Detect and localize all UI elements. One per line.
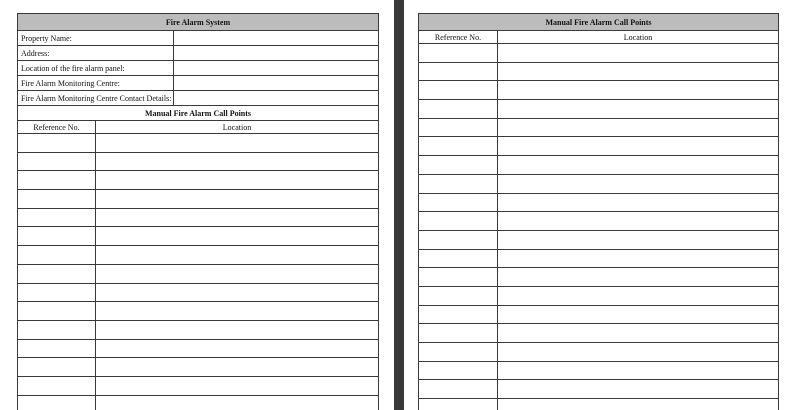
field-label: Fire Alarm Monitoring Centre: [18,76,174,91]
table-row [419,137,779,156]
location-cell[interactable] [498,268,779,287]
table-row [18,264,379,283]
table-row [18,302,379,321]
table-row [419,399,779,410]
reference-no-cell[interactable] [18,358,96,377]
location-cell[interactable] [498,81,779,100]
location-header: Location [498,31,779,44]
table-row [18,395,379,410]
location-cell[interactable] [498,193,779,212]
document-page-left [0,0,394,410]
location-cell[interactable] [498,137,779,156]
table-row [419,230,779,249]
reference-no-cell[interactable] [419,156,498,175]
reference-no-cell[interactable] [419,305,498,324]
reference-no-cell[interactable] [18,395,96,410]
table-row [419,249,779,268]
location-cell[interactable] [498,118,779,137]
location-cell[interactable] [498,380,779,399]
table-row [419,343,779,362]
location-cell[interactable] [498,44,779,63]
table-row [18,358,379,377]
reference-no-cell[interactable] [419,100,498,119]
reference-no-cell[interactable] [419,230,498,249]
monitoring-centre-value[interactable] [174,76,379,91]
field-row-monitoring-centre [18,76,379,91]
location-cell[interactable] [498,324,779,343]
location-cell[interactable] [498,174,779,193]
reference-no-cell[interactable] [419,249,498,268]
reference-no-header: Reference No. [419,31,498,44]
location-cell[interactable] [498,62,779,81]
table-row [419,156,779,175]
table-row [419,81,779,100]
reference-no-cell[interactable] [18,376,96,395]
table-row [18,190,379,209]
reference-no-cell[interactable] [419,343,498,362]
location-cell[interactable] [498,100,779,119]
location-cell[interactable] [498,212,779,231]
field-row-monitoring-contact [18,91,379,106]
address-value[interactable] [174,46,379,61]
field-row-property-name [18,31,379,46]
table-row [419,380,779,399]
reference-no-cell[interactable] [18,264,96,283]
table-row [419,268,779,287]
reference-no-cell[interactable] [18,134,96,153]
field-label: Fire Alarm Monitoring Centre Contact Details: [18,91,174,106]
location-cell[interactable] [498,156,779,175]
call-points-table [418,13,779,410]
reference-no-cell[interactable] [419,380,498,399]
table-row [419,361,779,380]
reference-no-cell[interactable] [419,44,498,63]
page-divider [394,0,404,410]
reference-no-cell[interactable] [419,174,498,193]
fire-alarm-form-table [17,13,379,410]
location-cell[interactable] [498,286,779,305]
table-row [419,305,779,324]
reference-no-cell[interactable] [18,339,96,358]
reference-no-cell[interactable] [18,152,96,171]
call-points-title: Manual Fire Alarm Call Points [18,106,379,121]
location-cell[interactable] [96,339,379,358]
reference-no-cell[interactable] [419,268,498,287]
reference-no-header: Reference No. [18,121,96,134]
table-row [18,227,379,246]
table-row [419,100,779,119]
table-row [18,171,379,190]
table-row [18,283,379,302]
location-cell[interactable] [96,358,379,377]
table-row [419,62,779,81]
location-cell[interactable] [96,302,379,321]
location-cell[interactable] [96,171,379,190]
field-row-panel-location [18,61,379,76]
table-row [419,44,779,63]
location-cell[interactable] [96,246,379,265]
call-points-header: Manual Fire Alarm Call Points [419,14,779,31]
reference-no-cell[interactable] [18,190,96,209]
table-row [18,376,379,395]
panel-location-value[interactable] [174,61,379,76]
monitoring-contact-value[interactable] [174,91,379,106]
table-row [419,286,779,305]
reference-no-cell[interactable] [18,171,96,190]
field-label: Location of the fire alarm panel: [18,61,174,76]
table-row [419,174,779,193]
reference-no-cell[interactable] [419,286,498,305]
location-cell[interactable] [96,376,379,395]
location-cell[interactable] [96,395,379,410]
location-cell[interactable] [96,227,379,246]
reference-no-cell[interactable] [419,193,498,212]
location-cell[interactable] [96,134,379,153]
table-row [419,212,779,231]
location-cell[interactable] [96,208,379,227]
reference-no-cell[interactable] [419,324,498,343]
table-row [18,208,379,227]
location-header: Location [96,121,379,134]
location-cell[interactable] [498,305,779,324]
location-cell[interactable] [498,361,779,380]
field-label: Address: [18,46,174,61]
table-row [18,339,379,358]
reference-no-cell[interactable] [18,246,96,265]
location-cell[interactable] [498,399,779,410]
location-cell[interactable] [96,190,379,209]
location-cell[interactable] [96,152,379,171]
reference-no-cell[interactable] [18,320,96,339]
location-cell[interactable] [498,230,779,249]
fire-alarm-system-header: Fire Alarm System [18,14,379,31]
location-cell[interactable] [498,249,779,268]
location-cell[interactable] [96,264,379,283]
location-cell[interactable] [96,283,379,302]
reference-no-cell[interactable] [18,208,96,227]
reference-no-cell[interactable] [18,283,96,302]
reference-no-cell[interactable] [419,118,498,137]
field-label: Property Name: [18,31,174,46]
table-row [419,324,779,343]
table-row [18,246,379,265]
column-header-row [419,31,779,44]
field-row-address [18,46,379,61]
reference-no-cell[interactable] [18,302,96,321]
property-name-value[interactable] [174,31,379,46]
table-row [18,134,379,153]
table-row [18,152,379,171]
reference-no-cell[interactable] [419,81,498,100]
reference-no-cell[interactable] [18,227,96,246]
location-cell[interactable] [498,343,779,362]
reference-no-cell[interactable] [419,137,498,156]
table-row [419,118,779,137]
document-page-right [404,0,794,410]
table-row [419,193,779,212]
reference-no-cell[interactable] [419,212,498,231]
reference-no-cell[interactable] [419,361,498,380]
reference-no-cell[interactable] [419,399,498,410]
column-header-row [18,121,379,134]
reference-no-cell[interactable] [419,62,498,81]
table-row [18,320,379,339]
location-cell[interactable] [96,320,379,339]
